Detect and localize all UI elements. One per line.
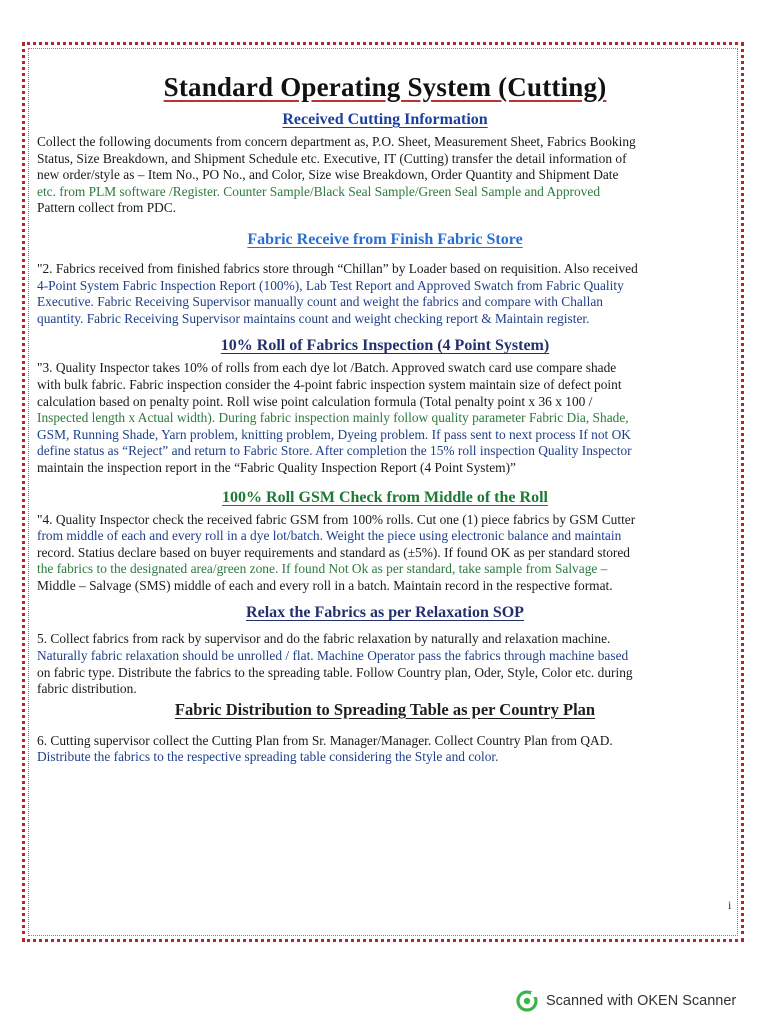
section-body xyxy=(37,733,733,766)
document-title: Standard Operating System (Cutting) xyxy=(163,72,607,102)
body-line: on fabric type. Distribute the fabrics to the spreading table. Follow Country plan, Oder, Style, Color etc. during xyxy=(37,664,633,680)
body-line: the fabrics to the designated area/green zone. If found Not Ok as per standard, take sample from Salvage – xyxy=(37,561,608,577)
body-line: Executive. Fabric Receiving Supervisor manually count and weight the fabrics and compare with Challan xyxy=(37,294,603,310)
section-body xyxy=(37,631,733,697)
page-number: i xyxy=(728,898,732,912)
section-body xyxy=(37,512,733,595)
body-line: Distribute the fabrics to the respective spreading table considering the Style and color. xyxy=(37,749,499,765)
section-body xyxy=(37,261,733,327)
section-body xyxy=(37,134,733,217)
body-line: Status, Size Breakdown, and Shipment Schedule etc. Executive, IT (Cutting) transfer the detail information of xyxy=(37,150,627,166)
body-line: maintain the inspection report in the “Fabric Quality Inspection Report (4 Point System)” xyxy=(37,459,516,475)
scanner-label: Scanned with OKEN Scanner xyxy=(546,993,737,1009)
body-line: calculation based on penalty point. Roll wise point calculation formula (Total penalty point x 36 x 100 / xyxy=(37,393,593,409)
section-heading: Fabric Receive from Finish Fabric Store xyxy=(247,230,523,248)
body-line: quantity. Fabric Receiving Supervisor maintains count and weight checking report & Maintain register. xyxy=(37,310,590,326)
document-body xyxy=(37,72,733,766)
section-heading: Relax the Fabrics as per Relaxation SOP xyxy=(246,604,524,622)
body-line: 4-Point System Fabric Inspection Report (100%), Lab Test Report and Approved Swatch from Fabric Quality xyxy=(37,277,624,293)
body-line: Naturally fabric relaxation should be unrolled / flat. Machine Operator pass the fabrics through machine based xyxy=(37,648,629,664)
section-heading: 10% Roll of Fabrics Inspection (4 Point System) xyxy=(220,337,550,355)
body-line: record. Statius declare based on buyer requirements and standard as (±5%). If found OK as per standard stored xyxy=(37,544,630,560)
section-gsm-check xyxy=(37,489,733,595)
body-line: with bulk fabric. Fabric inspection consider the 4-point fabric inspection system maintain size of defect point xyxy=(37,376,622,392)
body-line: Collect the following documents from concern department as, P.O. Sheet, Measurement Sheet, Fabrics Booking xyxy=(37,134,636,149)
section-fabric-receive xyxy=(37,231,733,327)
section-body xyxy=(37,360,733,476)
section-relaxation xyxy=(37,604,733,697)
body-line: fabric distribution. xyxy=(37,681,137,697)
body-line: 5. Collect fabrics from rack by supervisor and do the fabric relaxation by naturally and relaxation machine. xyxy=(37,631,611,647)
section-distribution xyxy=(37,700,733,766)
section-received-cutting-info xyxy=(37,111,733,217)
oken-scanner-icon xyxy=(516,990,538,1012)
body-line: GSM, Running Shade, Yarn problem, knitting problem, Dyeing problem. If pass sent to next process If not OK xyxy=(37,426,631,442)
body-line: Pattern collect from PDC. xyxy=(37,200,177,216)
body-line: from middle of each and every roll in a dye lot/batch. Weight the piece using electronic balance and maintain xyxy=(37,528,622,544)
scanner-watermark xyxy=(516,990,736,1012)
body-line: "4. Quality Inspector check the received fabric GSM from 100% rolls. Cut one (1) piece fabrics by GSM Cutter xyxy=(37,511,636,527)
body-line: "2. Fabrics received from finished fabrics store through “Chillan” by Loader based on requisition. Also received xyxy=(37,260,638,276)
section-heading: Fabric Distribution to Spreading Table as per Country Plan xyxy=(174,699,596,719)
body-line: 6. Cutting supervisor collect the Cutting Plan from Sr. Manager/Manager. Collect Country Plan from QAD. xyxy=(37,732,613,748)
section-roll-inspection xyxy=(37,337,733,476)
section-heading: Received Cutting Information xyxy=(282,111,488,128)
body-line: "3. Quality Inspector takes 10% of rolls from each dye lot /Batch. Approved swatch card use compare shade xyxy=(37,360,617,376)
body-line: define status as “Reject” and return to Fabric Store. After completion the 15% roll inspection Quality Inspector xyxy=(37,443,632,459)
body-line: new order/style as – Item No., PO No., and Color, Size wise Breakdown, Order Quantity and Shipment Date xyxy=(37,167,619,183)
body-line: Middle – Salvage (SMS) middle of each and every roll in a batch. Maintain record in the respective format. xyxy=(37,577,613,593)
body-line: etc. from PLM software /Register. Counter Sample/Black Seal Sample/Green Seal Sample and Approved xyxy=(37,183,601,199)
body-line: Inspected length x Actual width). During fabric inspection mainly follow quality parameter Fabric Dia, Shade, xyxy=(37,410,629,426)
section-heading: 100% Roll GSM Check from Middle of the Roll xyxy=(222,488,548,506)
